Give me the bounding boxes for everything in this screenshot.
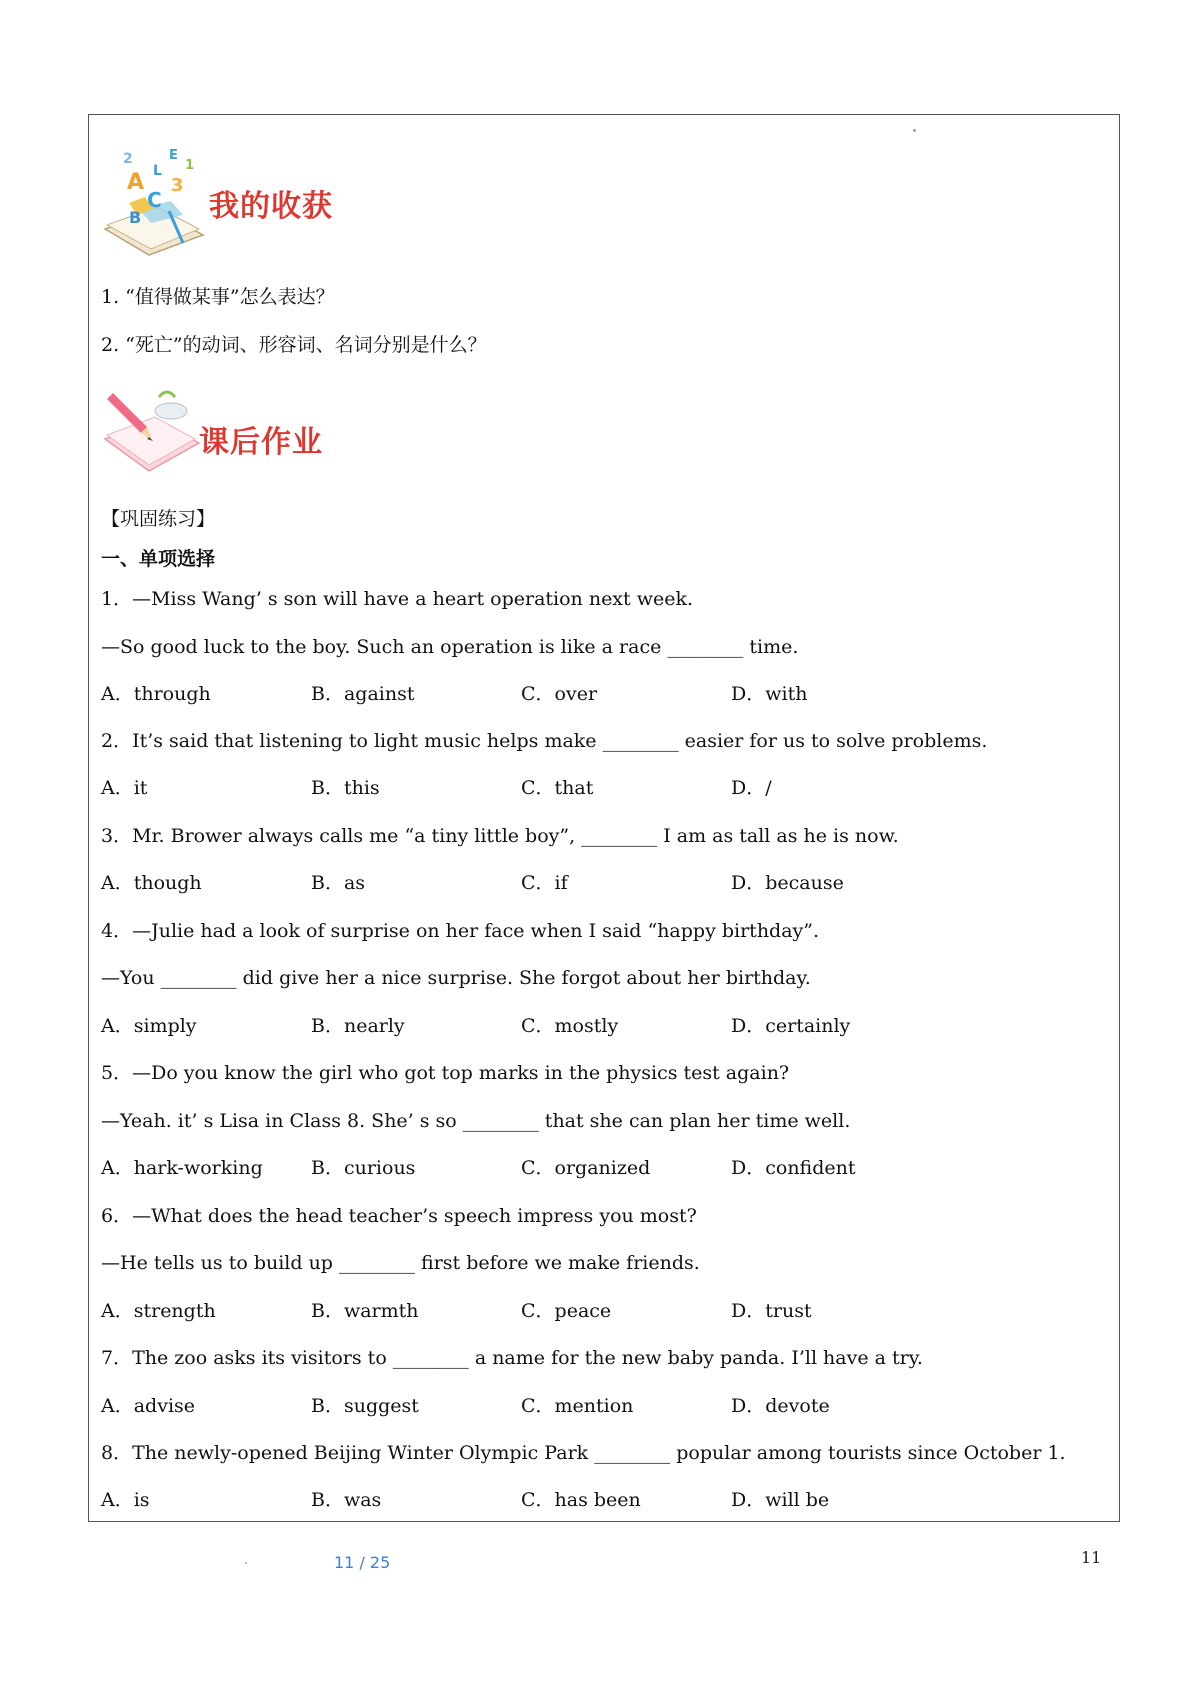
- question-5-line-1: 5．—Do you know the girl who got top marks in the physics test again?: [101, 1062, 790, 1084]
- question-1-line-1: 1．—Miss Wang’ s son will have a heart operation next week.: [101, 588, 694, 610]
- page-indicator: 11 / 25: [334, 1553, 391, 1572]
- option-c[interactable]: C．organized: [521, 1157, 651, 1179]
- option-b[interactable]: B．nearly: [311, 1015, 405, 1037]
- svg-text:B: B: [129, 208, 142, 227]
- option-a[interactable]: A．simply: [101, 1015, 197, 1037]
- option-a[interactable]: A．through: [101, 683, 211, 705]
- stray-mark: [913, 129, 916, 132]
- review-question-1: 1. “值得做某事”怎么表达？: [101, 286, 335, 308]
- option-d[interactable]: D．because: [731, 872, 844, 894]
- section-title: 一、单项选择: [101, 548, 216, 570]
- option-a[interactable]: A．is: [101, 1489, 150, 1511]
- option-a[interactable]: A．strength: [101, 1300, 216, 1322]
- notebook-pencil-icon: [99, 381, 209, 491]
- option-d[interactable]: D．trust: [731, 1300, 812, 1322]
- option-c[interactable]: C．mention: [521, 1395, 634, 1417]
- option-d[interactable]: D．certainly: [731, 1015, 851, 1037]
- question-8-line-1: 8．The newly-opened Beijing Winter Olympic Park ________ popular among tourists since October 1.: [101, 1442, 1066, 1464]
- option-b[interactable]: B．suggest: [311, 1395, 419, 1417]
- svg-text:C: C: [147, 188, 162, 212]
- option-d[interactable]: D．will be: [731, 1489, 830, 1511]
- question-6-line-2: —He tells us to build up ________ first before we make friends.: [101, 1252, 700, 1274]
- review-question-2: 2. “死亡”的动词、形容词、名词分别是什么？: [101, 334, 487, 356]
- svg-text:1: 1: [185, 158, 195, 173]
- option-a[interactable]: A．it: [101, 777, 148, 799]
- question-4-line-2: —You ________ did give her a nice surprise. She forgot about her birthday.: [101, 967, 811, 989]
- svg-text:3: 3: [171, 175, 184, 196]
- option-d[interactable]: D．devote: [731, 1395, 830, 1417]
- question-3-line-1: 3．Mr. Brower always calls me “a tiny little boy”, ________ I am as tall as he is now.: [101, 825, 899, 847]
- option-a[interactable]: A．though: [101, 872, 202, 894]
- option-c[interactable]: C．over: [521, 683, 598, 705]
- page-frame: [88, 114, 1120, 1522]
- option-c[interactable]: C．has been: [521, 1489, 641, 1511]
- page-number: 11: [1081, 1548, 1102, 1567]
- question-4-line-1: 4．—Julie had a look of surprise on her face when I said “happy birthday”.: [101, 920, 820, 942]
- book-letters-icon: [99, 139, 209, 259]
- homework-title: 课后作业: [199, 425, 323, 460]
- option-b[interactable]: B．curious: [311, 1157, 416, 1179]
- question-7-line-1: 7．The zoo asks its visitors to ________ a name for the new baby panda. I’ll have a try.: [101, 1347, 923, 1369]
- homework-banner: [99, 381, 399, 511]
- option-b[interactable]: B．against: [311, 683, 415, 705]
- svg-text:E: E: [169, 148, 178, 163]
- question-1-line-2: —So good luck to the boy. Such an operation is like a race ________ time.: [101, 636, 799, 658]
- question-5-line-2: —Yeah. it’ s Lisa in Class 8. She’ s so ________ that she can plan her time well.: [101, 1110, 851, 1132]
- option-d[interactable]: D．confident: [731, 1157, 856, 1179]
- option-d[interactable]: D．/: [731, 777, 772, 799]
- option-c[interactable]: C．if: [521, 872, 568, 894]
- option-a[interactable]: A．advise: [101, 1395, 196, 1417]
- option-c[interactable]: C．mostly: [521, 1015, 619, 1037]
- question-6-line-1: 6．—What does the head teacher’s speech impress you most?: [101, 1205, 697, 1227]
- option-d[interactable]: D．with: [731, 683, 808, 705]
- option-b[interactable]: B．this: [311, 777, 380, 799]
- option-b[interactable]: B．warmth: [311, 1300, 419, 1322]
- svg-text:L: L: [153, 163, 162, 179]
- option-b[interactable]: B．was: [311, 1489, 382, 1511]
- stray-mark: [245, 1562, 247, 1564]
- option-b[interactable]: B．as: [311, 872, 366, 894]
- option-c[interactable]: C．that: [521, 777, 594, 799]
- harvest-title: 我的收获: [209, 189, 333, 224]
- harvest-banner: [99, 139, 399, 269]
- svg-text:2: 2: [123, 151, 133, 167]
- svg-text:A: A: [127, 170, 145, 195]
- option-c[interactable]: C．peace: [521, 1300, 612, 1322]
- section-label: 【巩固练习】: [101, 508, 216, 530]
- question-2-line-1: 2．It’s said that listening to light music helps make ________ easier for us to solve problems.: [101, 730, 988, 752]
- option-a[interactable]: A．hark-working: [101, 1157, 263, 1179]
